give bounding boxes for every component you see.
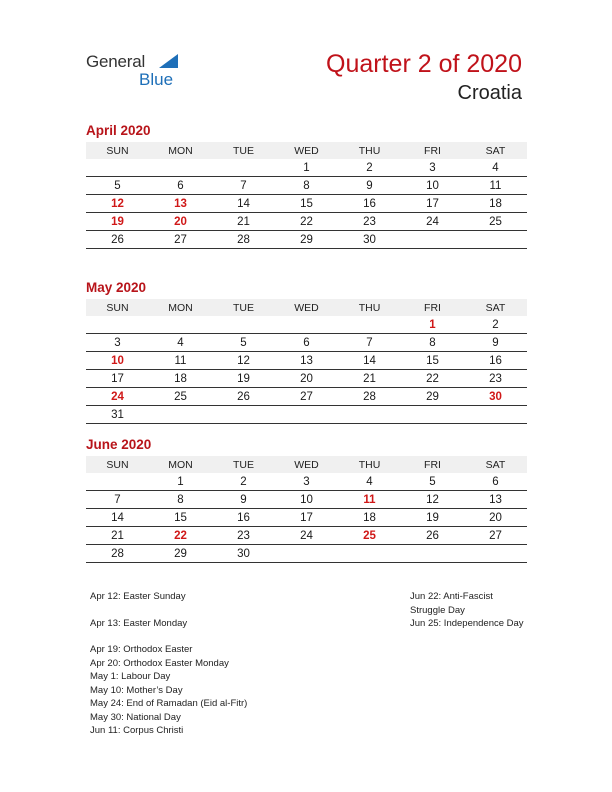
month-title: April 2020 [86,123,151,138]
weekday-header: WED [275,142,338,159]
holiday-spacer [90,604,340,617]
weekday-header: SAT [464,142,527,159]
day-cell: 11 [338,491,401,509]
holiday-list-left [90,590,340,738]
day-cell: 1 [401,316,464,334]
day-cell: 17 [275,509,338,527]
day-cell: 8 [401,334,464,352]
empty-day-cell [212,316,275,334]
day-cell: 18 [464,195,527,213]
holiday-entry: Apr 13: Easter Monday [90,617,188,629]
day-cell: 9 [338,177,401,195]
day-cell: 8 [275,177,338,195]
day-cell: 6 [464,473,527,491]
holiday-entry: Jun 22: Anti-Fascist Struggle Day [410,591,493,616]
day-cell: 15 [401,352,464,370]
day-cell: 25 [338,527,401,545]
logo-text-blue: Blue [139,70,174,89]
day-cell: 4 [149,334,212,352]
weekday-header: WED [275,299,338,316]
week-row [86,545,527,563]
empty-day-cell [401,545,464,563]
empty-day-cell [149,316,212,334]
day-cell: 20 [464,509,527,527]
week-row [86,370,527,388]
day-cell: 7 [338,334,401,352]
day-cell: 13 [275,352,338,370]
day-cell: 6 [275,334,338,352]
day-cell: 11 [464,177,527,195]
day-cell: 27 [275,388,338,406]
holiday-entry: Apr 20: Orthodox Easter Monday [90,657,229,669]
empty-day-cell [86,316,149,334]
month-april [86,122,527,249]
day-cell: 21 [86,527,149,545]
day-cell: 23 [212,527,275,545]
day-cell: 28 [212,231,275,249]
calendar-grid [86,456,527,563]
day-cell: 26 [86,231,149,249]
day-cell: 29 [275,231,338,249]
day-cell: 23 [464,370,527,388]
day-cell: 15 [275,195,338,213]
day-cell: 1 [275,159,338,177]
holiday-entry: Apr 12: Easter Sunday [90,591,186,602]
day-cell: 15 [149,509,212,527]
day-cell: 8 [149,491,212,509]
empty-day-cell [149,406,212,424]
day-cell: 4 [338,473,401,491]
day-cell: 13 [149,195,212,213]
generalblue-logo [86,52,196,92]
empty-day-cell [464,231,527,249]
weekday-header: SUN [86,299,149,316]
day-cell: 14 [212,195,275,213]
weekday-header: TUE [212,299,275,316]
day-cell: 24 [86,388,149,406]
day-cell: 9 [464,334,527,352]
empty-day-cell [338,406,401,424]
day-cell: 28 [338,388,401,406]
month-may [86,279,527,424]
holiday-list-right [410,590,525,631]
day-cell: 4 [464,159,527,177]
holiday-entry: May 10: Mother’s Day [90,684,183,696]
empty-day-cell [401,406,464,424]
day-cell: 12 [86,195,149,213]
day-cell: 14 [86,509,149,527]
holiday-spacer [90,630,340,643]
week-row [86,352,527,370]
day-cell: 5 [401,473,464,491]
week-row [86,231,527,249]
day-cell: 11 [149,352,212,370]
page-title: Quarter 2 of 2020 [326,50,522,78]
holiday-entry: May 30: National Day [90,711,181,723]
weekday-header: FRI [401,299,464,316]
holiday-entry: Jun 25: Independence Day [410,618,524,629]
day-cell: 13 [464,491,527,509]
day-cell: 19 [86,213,149,231]
week-row [86,406,527,424]
day-cell: 6 [149,177,212,195]
day-cell: 17 [401,195,464,213]
empty-day-cell [275,316,338,334]
holiday-entry: Jun 11: Corpus Christi [90,725,184,736]
logo-text-general: General [86,52,146,71]
day-cell: 20 [149,213,212,231]
day-cell: 26 [212,388,275,406]
day-cell: 29 [149,545,212,563]
day-cell: 30 [464,388,527,406]
day-cell: 14 [338,352,401,370]
empty-day-cell [338,545,401,563]
weekday-header: SAT [464,456,527,473]
week-row [86,491,527,509]
weekday-header: MON [149,299,212,316]
day-cell: 24 [275,527,338,545]
day-cell: 19 [401,509,464,527]
week-row [86,527,527,545]
empty-day-cell [464,545,527,563]
day-cell: 25 [149,388,212,406]
logo-triangle-icon [159,54,178,68]
empty-day-cell [212,159,275,177]
day-cell: 24 [401,213,464,231]
day-cell: 2 [338,159,401,177]
day-cell: 3 [275,473,338,491]
week-row [86,388,527,406]
weekday-header: SAT [464,299,527,316]
weekday-header: MON [149,456,212,473]
weekday-header: TUE [212,142,275,159]
day-cell: 12 [212,352,275,370]
empty-day-cell [275,406,338,424]
empty-day-cell [86,159,149,177]
day-cell: 20 [275,370,338,388]
week-row [86,334,527,352]
day-cell: 29 [401,388,464,406]
empty-day-cell [401,231,464,249]
week-row [86,177,527,195]
day-cell: 1 [149,473,212,491]
month-june [86,436,527,563]
day-cell: 10 [275,491,338,509]
day-cell: 22 [275,213,338,231]
month-title: June 2020 [86,437,152,452]
week-row [86,316,527,334]
weekday-header: FRI [401,456,464,473]
day-cell: 30 [212,545,275,563]
holiday-entry: May 24: End of Ramadan (Eid al-Fitr) [90,698,248,709]
day-cell: 21 [338,370,401,388]
weekday-header: WED [275,456,338,473]
day-cell: 22 [401,370,464,388]
weekday-header: THU [338,456,401,473]
country-name: Croatia [457,82,522,104]
day-cell: 2 [212,473,275,491]
week-row [86,213,527,231]
day-cell: 18 [338,509,401,527]
day-cell: 9 [212,491,275,509]
day-cell: 3 [86,334,149,352]
weekday-header: SUN [86,456,149,473]
day-cell: 10 [86,352,149,370]
day-cell: 5 [212,334,275,352]
weekday-header: FRI [401,142,464,159]
empty-day-cell [149,159,212,177]
week-row [86,509,527,527]
day-cell: 16 [212,509,275,527]
day-cell: 10 [401,177,464,195]
month-title: May 2020 [86,280,147,295]
day-cell: 28 [86,545,149,563]
empty-day-cell [464,406,527,424]
day-cell: 16 [464,352,527,370]
day-cell: 5 [86,177,149,195]
weekday-header: THU [338,299,401,316]
day-cell: 26 [401,527,464,545]
day-cell: 27 [464,527,527,545]
day-cell: 19 [212,370,275,388]
day-cell: 27 [149,231,212,249]
weekday-header: SUN [86,142,149,159]
weekday-header: TUE [212,456,275,473]
weekday-header: MON [149,142,212,159]
weekday-header: THU [338,142,401,159]
empty-day-cell [86,473,149,491]
day-cell: 22 [149,527,212,545]
day-cell: 7 [86,491,149,509]
day-cell: 16 [338,195,401,213]
day-cell: 18 [149,370,212,388]
holiday-entry: Apr 19: Orthodox Easter [90,644,193,655]
week-row [86,159,527,177]
day-cell: 23 [338,213,401,231]
day-cell: 25 [464,213,527,231]
day-cell: 21 [212,213,275,231]
day-cell: 3 [401,159,464,177]
calendar-grid [86,142,527,249]
day-cell: 12 [401,491,464,509]
day-cell: 30 [338,231,401,249]
day-cell: 7 [212,177,275,195]
holiday-entry: May 1: Labour Day [90,671,171,682]
empty-day-cell [212,406,275,424]
week-row [86,473,527,491]
empty-day-cell [338,316,401,334]
week-row [86,195,527,213]
calendar-grid [86,299,527,424]
day-cell: 31 [86,406,149,424]
day-cell: 17 [86,370,149,388]
day-cell: 2 [464,316,527,334]
empty-day-cell [275,545,338,563]
